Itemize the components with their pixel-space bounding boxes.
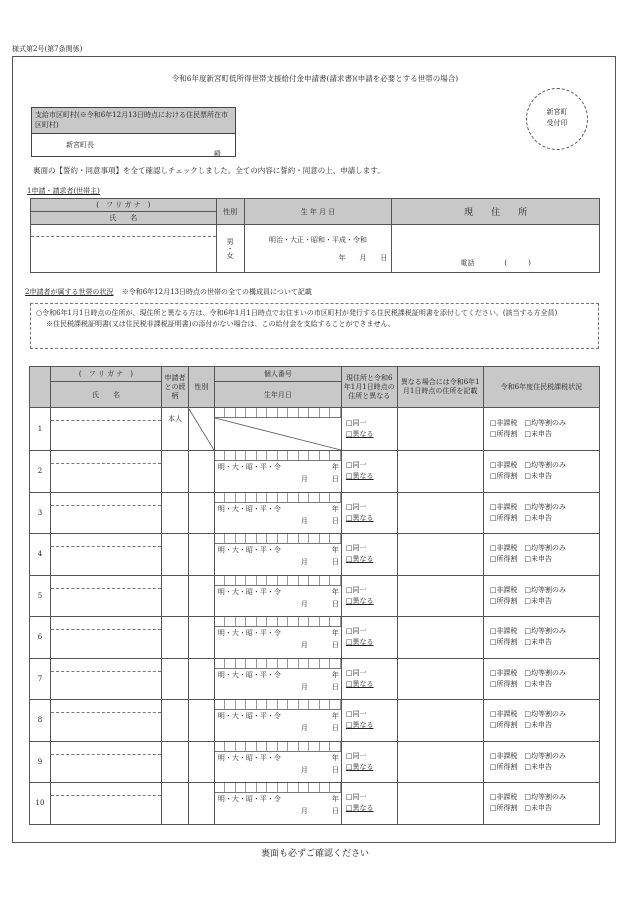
applicant-name-field[interactable]: [31, 225, 217, 273]
tax-status-check[interactable]: □非課税 □均等割のみ □所得割 □未申告: [483, 408, 599, 451]
certificate-note-line2: ※住民税課税証明書(又は住民税非課税証明書)の添付がない場合は、この給付金を支給することができません。: [46, 319, 395, 328]
jan1-address-field[interactable]: [397, 617, 483, 659]
relation-field[interactable]: [162, 700, 189, 742]
applicant-name-header: 氏 名: [31, 212, 217, 225]
member-name-field[interactable]: [50, 492, 161, 534]
jan1-address-field[interactable]: [397, 700, 483, 742]
sex-field[interactable]: [188, 451, 214, 493]
mynumber-boxes[interactable]: [215, 617, 341, 627]
tax-status-check[interactable]: □非課税 □均等割のみ □所得割 □未申告: [483, 492, 599, 534]
row-number: 7: [30, 658, 51, 700]
reception-stamp: 新宮町 受付印: [526, 88, 588, 150]
applicant-table: [30, 198, 600, 273]
household-table: [29, 366, 600, 825]
row-number: 4: [30, 534, 51, 576]
same-address-check[interactable]: □同一 □異なる: [341, 783, 397, 825]
dob-field[interactable]: 明・大・昭・平・令 年 月 日: [214, 492, 341, 534]
applicant-sex-header: 性別: [216, 199, 244, 225]
table-row: [30, 408, 600, 451]
honorific: 殿: [214, 150, 221, 158]
table-row: [30, 534, 600, 576]
table-row: [30, 492, 600, 534]
mynumber-boxes[interactable]: [215, 408, 341, 418]
applicant-address-header: 現 住 所: [392, 199, 600, 225]
sex-field[interactable]: [188, 617, 214, 659]
hh-dob-header: 生年月日: [214, 382, 341, 408]
municipality-head: 支給市区町村(※令和6年12月13日時点における住民票所在市区町村): [32, 108, 235, 134]
jan1-address-field[interactable]: [397, 451, 483, 493]
dob-field[interactable]: 明・大・昭・平・令 年 月 日: [214, 617, 341, 659]
member-name-field[interactable]: [50, 617, 161, 659]
relation-field[interactable]: [162, 534, 189, 576]
mynumber-boxes[interactable]: [215, 783, 341, 793]
same-address-check[interactable]: □同一 □異なる: [341, 451, 397, 493]
tax-status-check[interactable]: □非課税 □均等割のみ □所得割 □未申告: [483, 575, 599, 617]
mynumber-boxes[interactable]: [215, 493, 341, 503]
sex-field[interactable]: [188, 492, 214, 534]
same-address-check[interactable]: □同一 □異なる: [341, 408, 397, 451]
tax-status-check[interactable]: □非課税 □均等割のみ □所得割 □未申告: [483, 451, 599, 493]
member-name-field[interactable]: [50, 451, 161, 493]
tax-status-check[interactable]: □非課税 □均等割のみ □所得割 □未申告: [483, 658, 599, 700]
certificate-note-box: [30, 303, 599, 349]
same-address-check[interactable]: □同一 □異なる: [341, 492, 397, 534]
sex-field[interactable]: [188, 741, 214, 783]
hh-furigana-header: ( フ リ ガ ナ ): [50, 367, 161, 382]
mynumber-boxes[interactable]: [215, 534, 341, 544]
row-number: 2: [30, 451, 51, 493]
tax-status-check[interactable]: □非課税 □均等割のみ □所得割 □未申告: [483, 534, 599, 576]
certificate-note-line1: ○令和6年1月1日時点の住所が、現住所と異なる方は、令和6年1月1日時点でお住まいの市区町村が発行する住民税課税証明書を添付してください。(該当する方全員): [36, 309, 558, 317]
member-name-field[interactable]: [50, 741, 161, 783]
form-number: 様式第2号(第7条関係): [12, 45, 83, 53]
same-address-check[interactable]: □同一 □異なる: [341, 658, 397, 700]
applicant-dob-header: 生 年 月 日: [244, 199, 392, 225]
sex-field[interactable]: [188, 534, 214, 576]
tax-status-check[interactable]: □非課税 □均等割のみ □所得割 □未申告: [483, 700, 599, 742]
relation-field: 本人: [162, 408, 189, 451]
hh-sex-header: 性別: [188, 367, 214, 408]
same-address-check[interactable]: □同一 □異なる: [341, 741, 397, 783]
table-row: [30, 741, 600, 783]
relation-field[interactable]: [162, 575, 189, 617]
dob-field[interactable]: 明・大・昭・平・令 年 月 日: [214, 700, 341, 742]
hh-diff-header: 異なる場合には令和6年1月1日時点の住所を記載: [397, 367, 483, 408]
municipality-box: [31, 107, 236, 157]
relation-field[interactable]: [162, 741, 189, 783]
tax-status-check[interactable]: □非課税 □均等割のみ □所得割 □未申告: [483, 741, 599, 783]
relation-field[interactable]: [162, 617, 189, 659]
applicant-address-field[interactable]: 電話 ( ): [392, 225, 600, 273]
section1-title: 1申請・請求者(世帯主): [27, 187, 100, 195]
mynumber-boxes[interactable]: [215, 576, 341, 586]
tax-status-check[interactable]: □非課税 □均等割のみ □所得割 □未申告: [483, 783, 599, 825]
hh-same-header: 現住所と令和6年1月1日時点の住所と異なる: [341, 367, 397, 408]
table-row: [30, 575, 600, 617]
dob-field[interactable]: 明・大・昭・平・令 年 月 日: [214, 783, 341, 825]
hh-tax-header: 令和6年度住民税課税状況: [483, 367, 599, 408]
row-number: 3: [30, 492, 51, 534]
dob-field[interactable]: 明・大・昭・平・令 年 月 日: [214, 575, 341, 617]
dob-field[interactable]: 明・大・昭・平・令 年 月 日: [214, 451, 341, 493]
member-name-field[interactable]: [50, 575, 161, 617]
table-row: [30, 700, 600, 742]
table-row: [30, 617, 600, 659]
same-address-check[interactable]: □同一 □異なる: [341, 575, 397, 617]
row-number: 6: [30, 617, 51, 659]
mynumber-boxes[interactable]: [215, 659, 341, 669]
applicant-sex-field[interactable]: 男・女: [216, 225, 244, 273]
dob-field[interactable]: 明・大・昭・平・令 年 月 日: [214, 534, 341, 576]
footer-note: 裏面も必ずご確認ください: [260, 849, 369, 859]
member-name-field[interactable]: [50, 700, 161, 742]
relation-field[interactable]: [162, 783, 189, 825]
diagonal-line: [215, 418, 341, 450]
hh-no-header: [30, 367, 51, 408]
member-name-field[interactable]: [50, 408, 161, 451]
relation-field[interactable]: [162, 492, 189, 534]
section2-title-line: 2申請者が属する世帯の状況 ※令和6年12月13日時点の世帯の全ての構成員について記載: [25, 288, 312, 296]
mynumber-boxes[interactable]: [215, 451, 341, 461]
jan1-address-field[interactable]: [397, 741, 483, 783]
sex-field[interactable]: [188, 575, 214, 617]
jan1-address-field[interactable]: [397, 575, 483, 617]
same-address-check[interactable]: □同一 □異なる: [341, 700, 397, 742]
dob-field[interactable]: 明・大・昭・平・令 年 月 日: [214, 658, 341, 700]
jan1-address-field[interactable]: [397, 492, 483, 534]
relation-field[interactable]: [162, 658, 189, 700]
sex-field[interactable]: [188, 700, 214, 742]
same-address-check[interactable]: □同一 □異なる: [341, 617, 397, 659]
row-number: 9: [30, 741, 51, 783]
member-name-field[interactable]: [50, 783, 161, 825]
table-row: [30, 783, 600, 825]
hh-name-header: 氏 名: [50, 382, 161, 408]
row-number: 1: [30, 408, 51, 451]
row-number: 8: [30, 700, 51, 742]
jan1-address-field[interactable]: [397, 658, 483, 700]
same-address-check[interactable]: □同一 □異なる: [341, 534, 397, 576]
jan1-address-field[interactable]: [397, 783, 483, 825]
sex-field[interactable]: [188, 783, 214, 825]
table-row: [30, 451, 600, 493]
jan1-address-field[interactable]: [397, 534, 483, 576]
mynumber-boxes[interactable]: [215, 700, 341, 710]
dob-field[interactable]: 明・大・昭・平・令 年 月 日: [214, 741, 341, 783]
hh-mynumber-header: 個人番号: [214, 367, 341, 382]
oath-text: 裏面の【誓約・同意事項】を全て確認しチェックしました。全ての内容に誓約・同意の上、申請します。: [33, 166, 385, 175]
form-title: 令和6年度新宮町低所得世帯支援給付金申請書(請求書)(申請を必要とする世帯の場合): [171, 74, 459, 83]
jan1-address-field[interactable]: [397, 408, 483, 451]
sex-field: [188, 408, 214, 451]
tax-status-check[interactable]: □非課税 □均等割のみ □所得割 □未申告: [483, 617, 599, 659]
mayor-label: 新宮町長: [66, 141, 94, 149]
member-name-field[interactable]: [50, 658, 161, 700]
mynumber-boxes[interactable]: [215, 742, 341, 752]
applicant-furigana-header: ( フ リ ガ ナ ): [31, 199, 217, 212]
hh-relation-header: 申請者との続柄: [162, 367, 189, 408]
member-name-field[interactable]: [50, 534, 161, 576]
row-number: 10: [30, 783, 51, 825]
dob-field[interactable]: [214, 408, 341, 451]
relation-field[interactable]: [162, 451, 189, 493]
row-number: 5: [30, 575, 51, 617]
sex-field[interactable]: [188, 658, 214, 700]
table-row: [30, 658, 600, 700]
applicant-dob-field[interactable]: 明治・大正・昭和・平成・令和 年 月 日: [244, 225, 392, 273]
